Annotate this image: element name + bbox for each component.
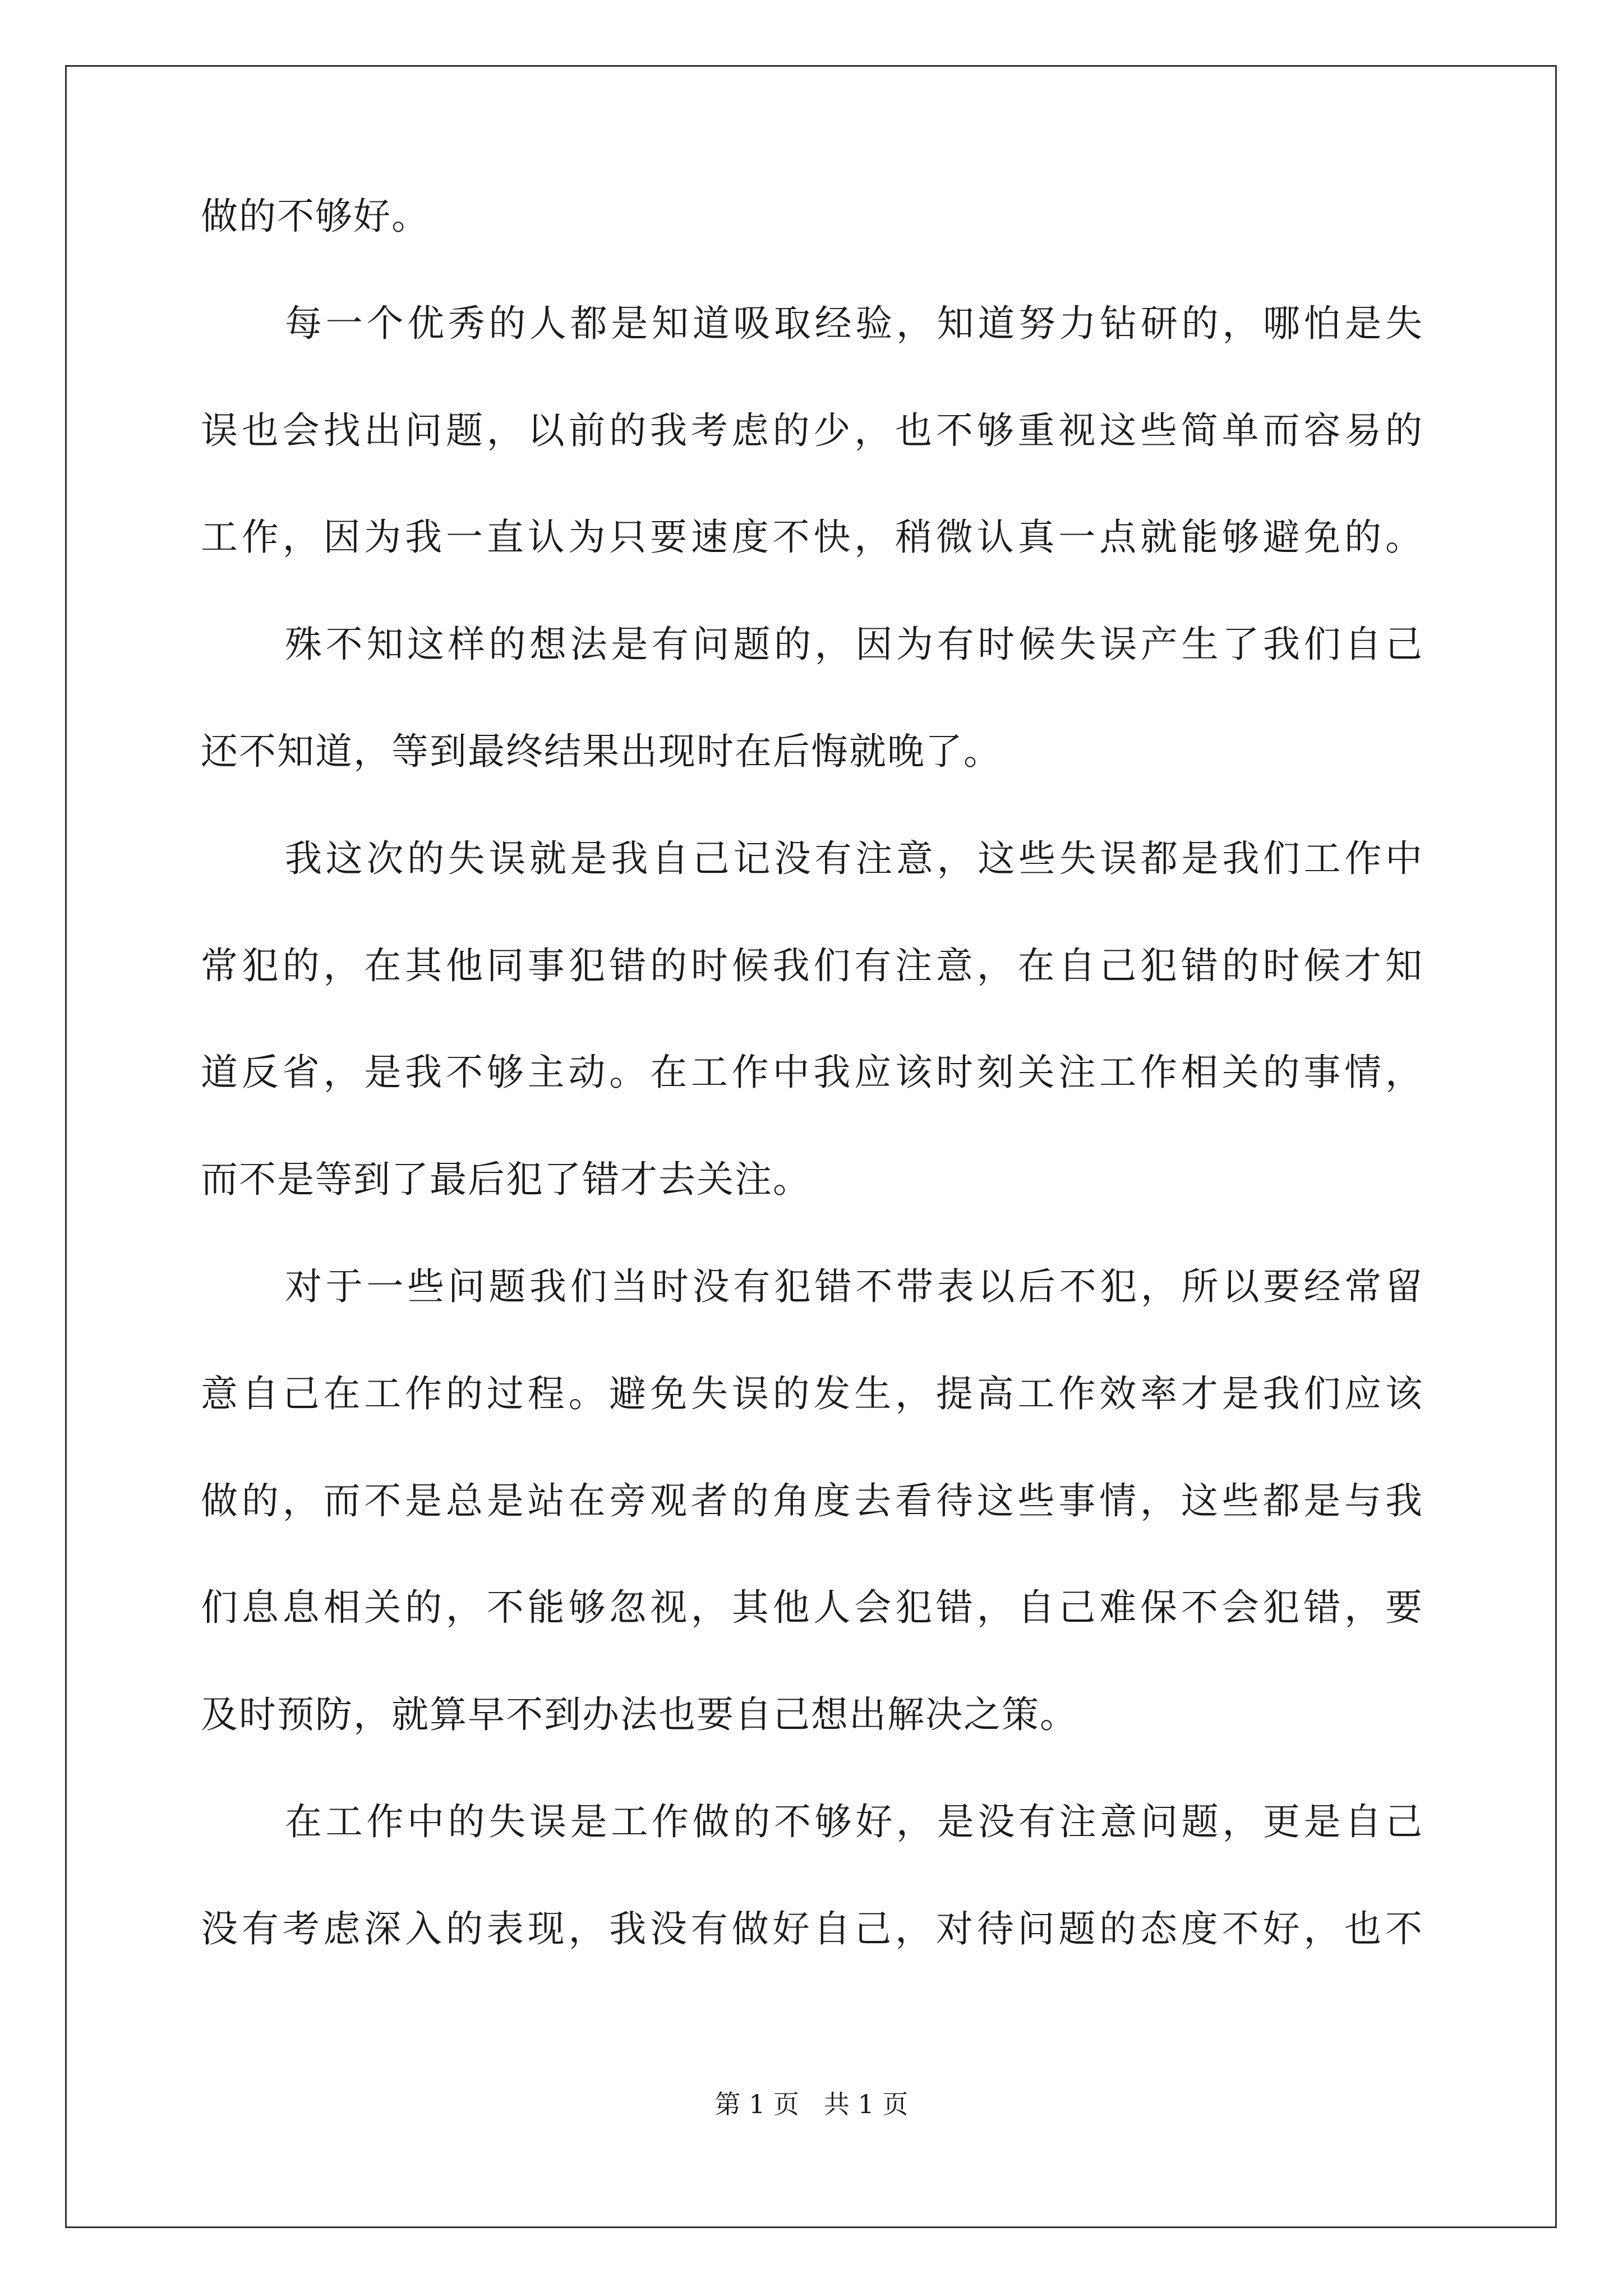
paragraph-first-line: 殊不知这样的想法是有问题的，因为有时候失误产生了我们自己 bbox=[285, 623, 1423, 666]
paragraph-first-line: 我这次的失误就是我自己记没有注意，这些失误都是我们工作中 bbox=[285, 836, 1423, 880]
document-body bbox=[201, 195, 1423, 2018]
paragraph-first-line: 每一个优秀的人都是知道吸取经验，知道努力钻研的，哪怕是失 bbox=[285, 301, 1423, 345]
text-line: 没有考虑深入的表现，我没有做好自己，对待问题的态度不好，也不 bbox=[201, 1907, 1423, 1950]
text-line: 做的不够好。 bbox=[201, 195, 430, 238]
text-line: 及时预防，就算早不到办法也要自己想出解决之策。 bbox=[201, 1693, 1078, 1737]
page-number-footer: 第 1 页 共 1 页 bbox=[714, 2089, 909, 2119]
text-line: 们息息相关的，不能够忽视，其他人会犯错，自己难保不会犯错，要 bbox=[201, 1586, 1423, 1630]
text-line: 误也会找出问题，以前的我考虑的少，也不够重视这些简单而容易的 bbox=[201, 408, 1423, 452]
text-line: 做的，而不是总是站在旁观者的角度去看待这些事情，这些都是与我 bbox=[201, 1479, 1423, 1522]
text-line: 工作，因为我一直认为只要速度不快，稍微认真一点就能够避免的。 bbox=[201, 516, 1423, 559]
text-line: 道反省，是我不够主动。在工作中我应该时刻关注工作相关的事情， bbox=[201, 1051, 1423, 1094]
text-line: 而不是等到了最后犯了错才去关注。 bbox=[201, 1158, 811, 1202]
text-line: 常犯的，在其他同事犯错的时候我们有注意，在自己犯错的时候才知 bbox=[201, 944, 1423, 987]
paragraph-first-line: 对于一些问题我们当时没有犯错不带表以后不犯，所以要经常留 bbox=[285, 1264, 1423, 1308]
text-line: 还不知道，等到最终结果出现时在后悔就晚了。 bbox=[201, 729, 1002, 773]
text-line: 意自己在工作的过程。避免失误的发生，提高工作效率才是我们应该 bbox=[201, 1372, 1423, 1415]
paragraph-first-line: 在工作中的失误是工作做的不够好，是没有注意问题，更是自己 bbox=[285, 1800, 1423, 1843]
